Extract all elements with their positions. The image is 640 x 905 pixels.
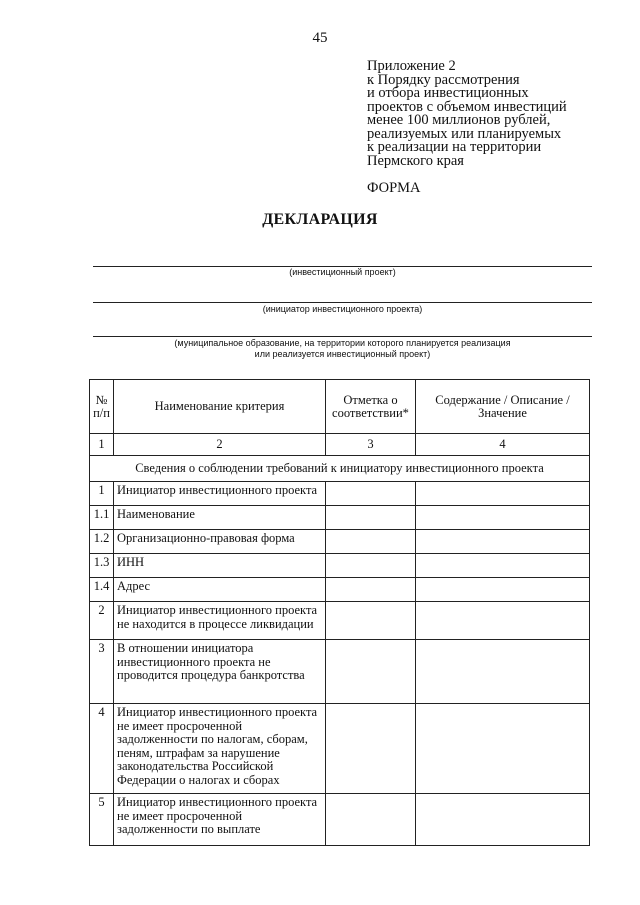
row-mark-cell[interactable]: [326, 578, 416, 602]
row-value-cell[interactable]: [416, 530, 590, 554]
row-value-cell[interactable]: [416, 482, 590, 506]
column-number: 2: [114, 434, 326, 456]
appendix-line: Приложение 2: [367, 58, 456, 74]
row-value-cell[interactable]: [416, 578, 590, 602]
appendix-line: проектов с объемом инвестиций: [367, 98, 567, 115]
criteria-table: [89, 379, 590, 846]
table-row: [90, 482, 590, 506]
row-number: 1: [90, 482, 114, 506]
row-criterion: Адрес: [114, 578, 326, 602]
row-mark-cell[interactable]: [326, 554, 416, 578]
row-number: 1.1: [90, 506, 114, 530]
table-header-row: [90, 380, 590, 434]
row-criterion: Инициатор инвестиционного проекта не находится в процессе ликвидации: [114, 602, 326, 640]
section-title: Сведения о соблюдении требований к инициатору инвестиционного проекта: [90, 456, 590, 482]
row-criterion: Наименование: [114, 506, 326, 530]
column-number: 3: [326, 434, 416, 456]
row-number: 2: [90, 602, 114, 640]
header-compliance-mark: Отметка о соответствии*: [326, 380, 416, 434]
header-number: № п/п: [90, 380, 114, 434]
appendix-line: и отбора инвестиционных: [367, 85, 529, 101]
caption-line: (инвестиционный проект): [289, 267, 396, 277]
column-number: 1: [90, 434, 114, 456]
row-number: 1.3: [90, 554, 114, 578]
row-criterion: ИНН: [114, 554, 326, 578]
row-mark-cell[interactable]: [326, 640, 416, 704]
row-mark-cell[interactable]: [326, 602, 416, 640]
row-value-cell[interactable]: [416, 794, 590, 846]
table-row: [90, 578, 590, 602]
appendix-line: к Порядку рассмотрения: [367, 71, 520, 88]
table-row: [90, 704, 590, 794]
row-mark-cell[interactable]: [326, 704, 416, 794]
header-content: Содержание / Описание / Значение: [416, 380, 590, 434]
section-row: [90, 456, 590, 482]
row-number: 1.2: [90, 530, 114, 554]
row-value-cell[interactable]: [416, 640, 590, 704]
fill-line-municipality[interactable]: [93, 336, 592, 337]
caption-line: или реализуется инвестиционный проект): [254, 349, 431, 359]
row-mark-cell[interactable]: [326, 530, 416, 554]
table-row: [90, 640, 590, 704]
appendix-line: к реализации на территории: [367, 139, 542, 155]
page-number: 45: [312, 30, 328, 46]
table-row: [90, 506, 590, 530]
appendix-line: реализуемых или планируемых: [367, 125, 562, 142]
caption-line: (муниципальное образование, на территории которого планируется реализация: [174, 338, 511, 348]
row-criterion: Инициатор инвестиционного проекта: [114, 482, 326, 506]
row-value-cell[interactable]: [416, 704, 590, 794]
row-value-cell[interactable]: [416, 602, 590, 640]
caption-project-initiator: [93, 304, 592, 315]
header-criterion: Наименование критерия: [114, 380, 326, 434]
appendix-line: Пермского края: [367, 152, 464, 169]
row-criterion: Инициатор инвестиционного проекта не имеет просроченной задолженности по налогам, сборам, пеням, штрафам за нарушение законодательства Российской Федерации о налогах и сборах: [114, 704, 326, 794]
caption-municipality: [93, 338, 592, 360]
caption-investment-project: [93, 267, 592, 278]
appendix-block: [367, 60, 567, 168]
column-number: 4: [416, 434, 590, 456]
row-mark-cell[interactable]: [326, 794, 416, 846]
table-row: [90, 530, 590, 554]
table-row: [90, 554, 590, 578]
row-value-cell[interactable]: [416, 554, 590, 578]
row-mark-cell[interactable]: [326, 482, 416, 506]
row-number: 4: [90, 704, 114, 794]
fill-line-project-initiator[interactable]: [93, 302, 592, 303]
column-number-row: [90, 434, 590, 456]
row-number: 1.4: [90, 578, 114, 602]
row-criterion: Инициатор инвестиционного проекта не имеет просроченной задолженности по выплате: [114, 794, 326, 846]
table-row: [90, 602, 590, 640]
row-criterion: В отношении инициатора инвестиционного проекта не проводится процедура банкротства: [114, 640, 326, 704]
document-title: ДЕКЛАРАЦИЯ: [262, 211, 378, 228]
appendix-line: менее 100 миллионов рублей,: [367, 112, 551, 128]
table-row: [90, 794, 590, 846]
row-value-cell[interactable]: [416, 506, 590, 530]
row-number: 3: [90, 640, 114, 704]
form-label: ФОРМА: [367, 180, 421, 196]
caption-line: (инициатор инвестиционного проекта): [262, 304, 423, 314]
row-number: 5: [90, 794, 114, 846]
row-criterion: Организационно-правовая форма: [114, 530, 326, 554]
row-mark-cell[interactable]: [326, 506, 416, 530]
